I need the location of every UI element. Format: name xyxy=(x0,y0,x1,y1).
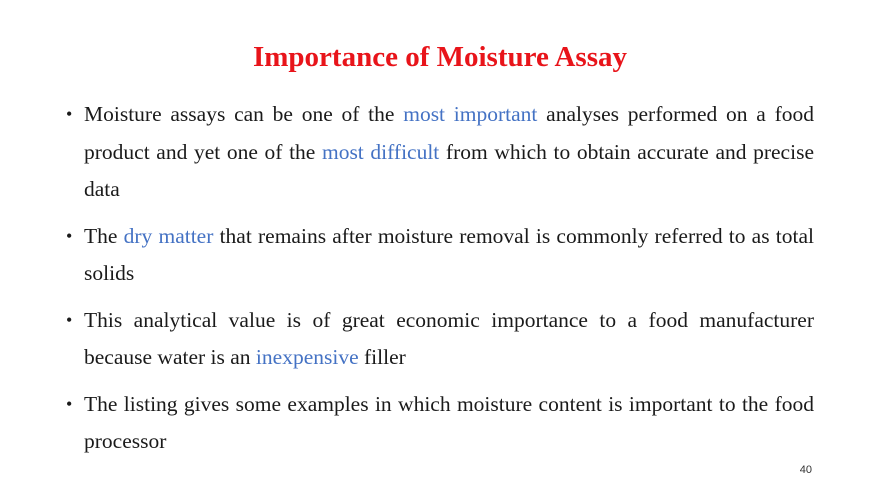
bullet-item xyxy=(58,96,814,209)
highlighted-term: inexpensive xyxy=(255,345,359,369)
bullet-text: filler xyxy=(358,345,406,369)
bullet-list xyxy=(58,96,814,470)
bullet-text: analyses performed on a food product and yet one of the xyxy=(84,102,814,164)
bullet-text: The listing gives some examples in which moisture content is important to the food processor xyxy=(84,391,814,453)
bullet-text: from which to obtain accurate and precise data xyxy=(84,139,814,201)
bullet-text: Moisture assays can be one of the xyxy=(84,102,404,126)
bullet-text: that remains after moisture removal is commonly referred to as total solids xyxy=(84,223,814,285)
bullet-dot-icon: • xyxy=(66,225,73,246)
bullet-dot-icon: • xyxy=(66,309,73,330)
bullet-item xyxy=(58,218,814,293)
highlighted-term: most difficult xyxy=(321,139,440,164)
bullet-text: This analytical value is of great economic importance to a food manufacturer because water is an xyxy=(84,307,814,369)
bullet-dot-icon: • xyxy=(66,104,73,124)
highlighted-term: dry matter xyxy=(123,223,214,248)
slide-title: Importance of Moisture Assay xyxy=(252,41,627,73)
page-number: 40 xyxy=(799,464,812,476)
bullet-dot-icon: • xyxy=(66,393,73,414)
bullet-item xyxy=(58,302,814,377)
bullet-item xyxy=(58,386,814,461)
highlighted-term: most important xyxy=(403,102,538,126)
bullet-text: The xyxy=(84,223,124,248)
